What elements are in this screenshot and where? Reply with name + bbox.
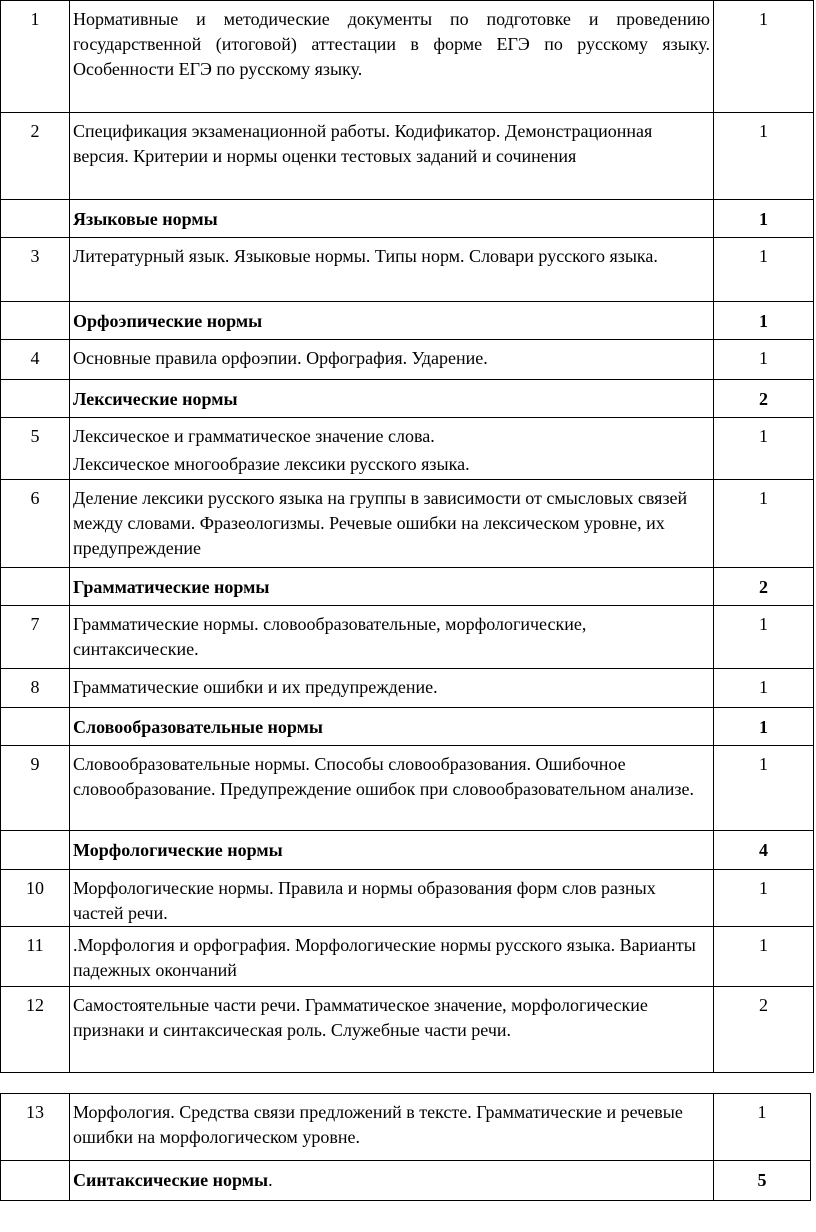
- section-header-row: [1, 200, 814, 238]
- topic-text: Морфологические нормы. Правила и нормы образования форм слов разных частей речи.: [70, 870, 714, 927]
- topic-text: Морфология. Средства связи предложений в тексте. Грамматические и речевые ошибки на морфологическом уровне.: [70, 1094, 714, 1161]
- section-title: Грамматические нормы: [70, 568, 714, 606]
- table-row: [1, 606, 814, 669]
- table-row: [1, 746, 814, 831]
- hours-value: 1: [714, 746, 814, 831]
- section-title-suffix: .: [268, 1170, 273, 1190]
- curriculum-table-continued: [0, 1093, 811, 1201]
- row-number: 8: [1, 669, 70, 708]
- hours-value: 1: [714, 927, 814, 987]
- section-header-row: [1, 708, 814, 746]
- section-title: Языковые нормы: [70, 200, 714, 238]
- hours-value: 1: [714, 669, 814, 708]
- row-number: 7: [1, 606, 70, 669]
- section-hours: 2: [714, 380, 814, 418]
- row-number: 6: [1, 480, 70, 568]
- section-header-row: [1, 568, 814, 606]
- topic-text: Литературный язык. Языковые нормы. Типы норм. Словари русского языка.: [70, 238, 714, 302]
- section-title: Орфоэпические нормы: [70, 302, 714, 340]
- row-number: [1, 1161, 70, 1201]
- row-number: [1, 302, 70, 340]
- section-header-row: [1, 1161, 811, 1201]
- row-number: 10: [1, 870, 70, 927]
- table-row: [1, 480, 814, 568]
- table-row: [1, 669, 814, 708]
- row-number: [1, 200, 70, 238]
- row-number: [1, 568, 70, 606]
- topic-text: Деление лексики русского языка на группы в зависимости от смысловых связей между словами. Фразеологизмы. Речевые ошибки на лексическом уровне, их предупреждение: [70, 480, 714, 568]
- row-number: [1, 831, 70, 870]
- hours-value: 1: [714, 1, 814, 113]
- section-hours: 1: [714, 302, 814, 340]
- topic-text: [70, 418, 714, 480]
- table-row: [1, 113, 814, 200]
- hours-value: 1: [714, 480, 814, 568]
- row-number: 4: [1, 340, 70, 380]
- hours-value: 1: [714, 870, 814, 927]
- row-number: 2: [1, 113, 70, 200]
- topic-line: Лексическое и грамматическое значение слова.: [73, 426, 435, 446]
- hours-value: 1: [714, 113, 814, 200]
- hours-value: 1: [714, 340, 814, 380]
- table-row: [1, 340, 814, 380]
- section-hours: 2: [714, 568, 814, 606]
- row-number: 3: [1, 238, 70, 302]
- hours-value: 1: [714, 606, 814, 669]
- section-title: Словообразовательные нормы: [70, 708, 714, 746]
- hours-value: 1: [714, 418, 814, 480]
- row-number: 5: [1, 418, 70, 480]
- section-hours: 5: [714, 1161, 811, 1201]
- table-row: [1, 418, 814, 480]
- topic-text: Грамматические ошибки и их предупреждение.: [70, 669, 714, 708]
- topic-line: Лексическое многообразие лексики русского языка.: [73, 454, 470, 474]
- table-row: [1, 987, 814, 1073]
- section-title: Морфологические нормы: [70, 831, 714, 870]
- hours-value: 1: [714, 1094, 811, 1161]
- section-title: Лексические нормы: [70, 380, 714, 418]
- topic-text: Словообразовательные нормы. Способы словообразования. Ошибочное словообразование. Предупреждение ошибок при словообразовательном анализе.: [70, 746, 714, 831]
- topic-text: Самостоятельные части речи. Грамматическое значение, морфологические признаки и синтаксическая роль. Служебные части речи.: [70, 987, 714, 1073]
- topic-text: Спецификация экзаменационной работы. Кодификатор. Демонстрационная версия. Критерии и нормы оценки тестовых заданий и сочинения: [70, 113, 714, 200]
- row-number: 9: [1, 746, 70, 831]
- topic-text: Нормативные и методические документы по подготовке и проведению государственной (итоговой) аттестации в форме ЕГЭ по русскому языку. Особенности ЕГЭ по русскому языку.: [70, 1, 714, 113]
- row-number: 12: [1, 987, 70, 1073]
- section-header-row: [1, 831, 814, 870]
- section-hours: 4: [714, 831, 814, 870]
- table-row: [1, 1094, 811, 1161]
- hours-value: 2: [714, 987, 814, 1073]
- table-row: [1, 1, 814, 113]
- section-header-row: [1, 302, 814, 340]
- row-number: 11: [1, 927, 70, 987]
- section-title: [70, 1161, 714, 1201]
- section-header-row: [1, 380, 814, 418]
- table-row: [1, 238, 814, 302]
- table-row: [1, 870, 814, 927]
- section-hours: 1: [714, 200, 814, 238]
- topic-text: Грамматические нормы. словообразовательные, морфологические, синтаксические.: [70, 606, 714, 669]
- section-hours: 1: [714, 708, 814, 746]
- row-number: 1: [1, 1, 70, 113]
- hours-value: 1: [714, 238, 814, 302]
- topic-text: Основные правила орфоэпии. Орфография. Ударение.: [70, 340, 714, 380]
- row-number: [1, 708, 70, 746]
- table-row: [1, 927, 814, 987]
- topic-text: .Морфология и орфография. Морфологические нормы русского языка. Варианты падежных окончаний: [70, 927, 714, 987]
- section-title-text: Синтаксические нормы: [73, 1170, 269, 1190]
- row-number: 13: [1, 1094, 70, 1161]
- row-number: [1, 380, 70, 418]
